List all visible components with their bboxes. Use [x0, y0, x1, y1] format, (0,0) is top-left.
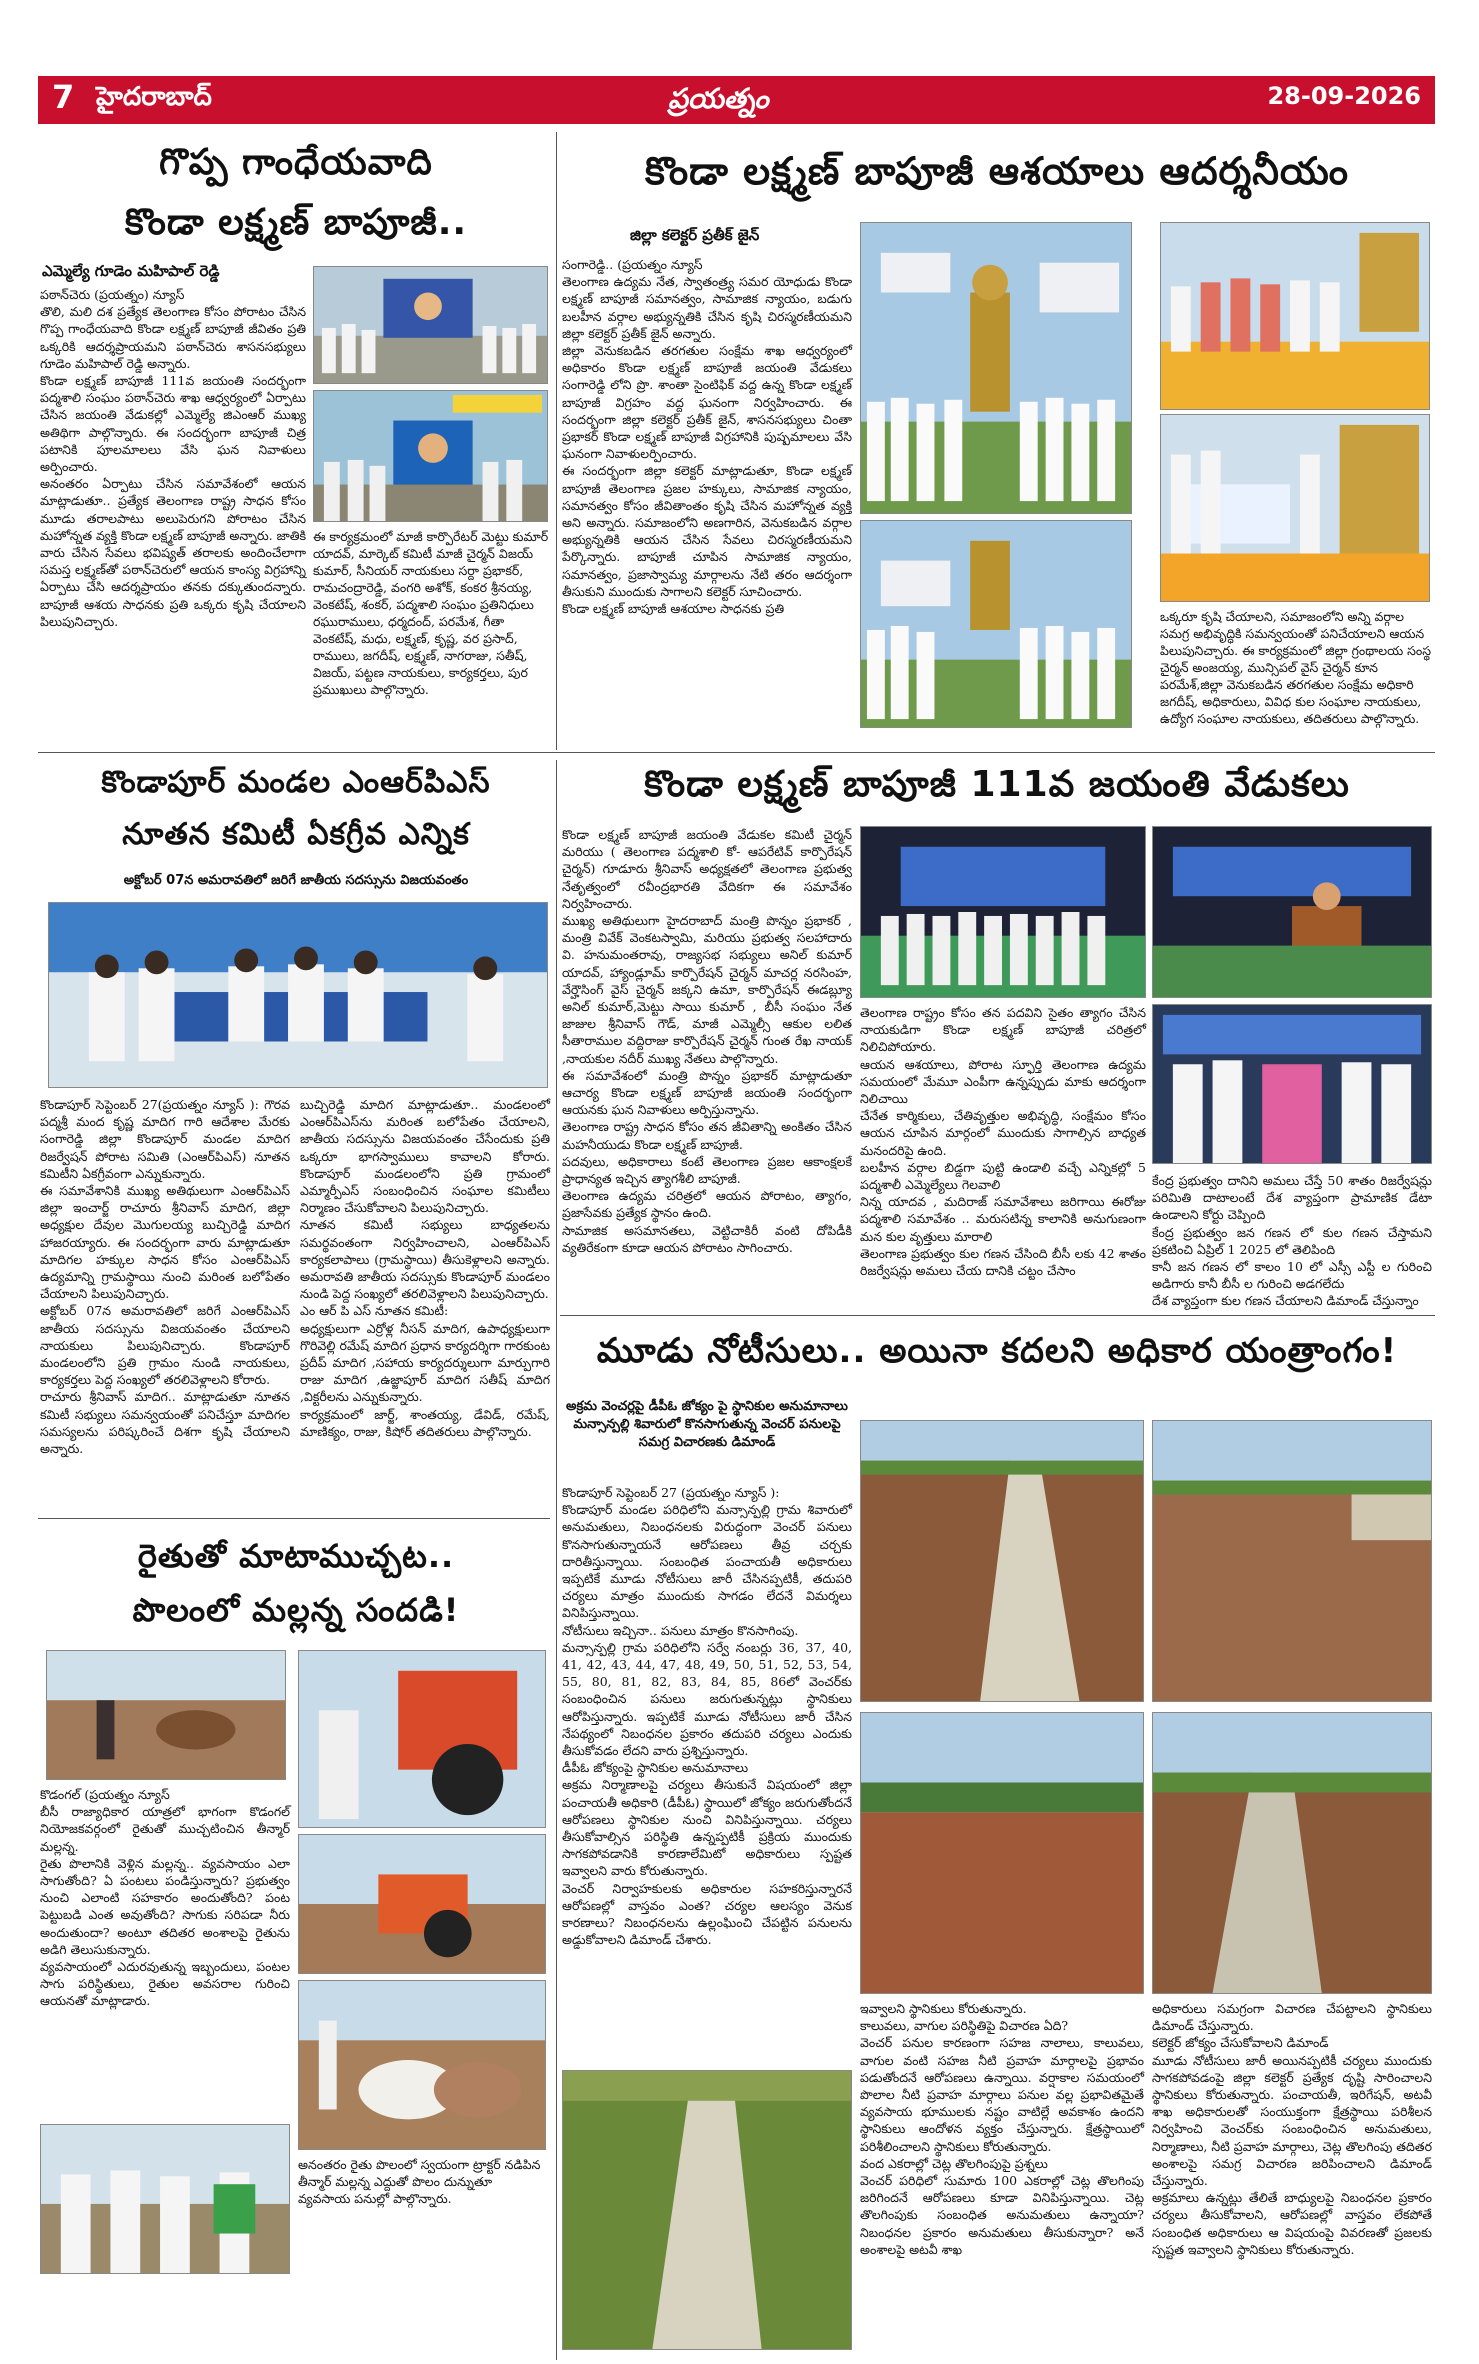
- article-body-jayanti-1: కొండా లక్ష్మణ్ బాపూజీ జయంతి వేడుకల కమిటీ చైర్మన్ మరియు ( తెలంగాణ పద్మశాలి కో- ఆపరేటివ్ కార్పొరేషన్ చైర్మన్) గూడూరు శ్రీనివాస్ అధ్యక్షతలో తెలంగాణ ప్రభుత్వ నేతృత్వంలో రవీంద్రభారతి వేదికగా ఈ సమావేశం నిర్వహించారు. ముఖ్య అతిథులుగా హైదరాబాద్ మంత్రి పొన్నం ప్రభాకర్ , మంత్రి వివేక్ వెంకటస్వామి, మరియు ప్రభుత్వ సలహాదారు వి. హనుమంతరావు, రాజ్యసభ సభ్యులు అనిల్ కుమార్ యాదవ్, హ్యాండ్లూమ్ కార్పొరేషన్ చైర్మన్ మాచర్ల నరసింహ, వేర్హౌసింగ్ వైస్ చైర్మన్ జక్కని ఉమా, కార్పొరేషన్ ఈడబ్ల్యూ అనిల్ కుమార్,మెట్టు సాయి కుమార్ , బీసీ సంఘం నేత జాజుల శ్రీనివాస్ గౌడ్, మాజీ ఎమ్మెల్సీ ఆకుల లలిత సీతారాముల వద్దిరాజు కార్పొరేషన్ చైర్మన్ గుంత రేఖ నాయక్ ,నాయకుల నదీర్ ముఖ్య నేతలు పాల్గొన్నారు. ఈ సమావేశంలో మంత్రి పొన్నం ప్రభాకర్ మాట్లాడుతూ ఆచార్య కొండా లక్ష్మణ్ బాపూజీ జయంతి సందర్భంగా ఆయనకు ఘన నివాళులు అర్పిస్తున్నాను. తెలంగాణ రాష్ట్ర సాధన కోసం తన జీవితాన్ని అంకితం చేసిన మహనీయుడు కొండా లక్ష్మణ్ బాపూజీ. పదవులు, అధికారాలు కంటే తెలంగాణ ప్రజల ఆకాంక్షలకే ప్రాధాన్యత ఇచ్చిన త్యాగశీలి బాపూజీ. తెలంగాణ ఉద్యమ చరిత్రలో ఆయన పోరాటం, త్యాగం, ప్రజాసేవకు ప్రత్యేక స్థానం ఉంది. సామాజిక అసమానతలు, వెట్టిచాకిరీ వంటి దోపిడీకి వ్యతిరేకంగా కూడా ఆయన పోరాటం సాగించారు.: [562, 827, 852, 1255]
- photo-cleared-land: [860, 1712, 1144, 1994]
- masthead: [38, 76, 1435, 124]
- city-label: హైదరాబాద్: [96, 82, 212, 112]
- article-body-adarsha: సంగారెడ్డి.. (ప్రయత్నం న్యూస్ తెలంగాణ ఉద్యమ నేత, స్వాతంత్ర్య సమర యోధుడు కొండా లక్ష్మణ్ బాపూజీ సమానత్వం, సామాజిక న్యాయం, బడుగు బలహీన వర్గాల అభ్యున్నతికి చేసిన కృషి చిరస్మరణీయమని జిల్లా కలెక్టర్ ప్రతీక్ జైన్ అన్నారు. జిల్లా వెనుకబడిన తరగతుల సంక్షేమ శాఖ ఆధ్వర్యంలో అధికారం కొండా లక్ష్మణ్ బాపూజీ జయంతి వేడుకలు సంగారెడ్డి లోని ప్రొ. శాంతా సైంటిఫిక్ వద్ద ఉన్న కొండా లక్ష్మణ్ బాపూజీ విగ్రహం వద్ద ఘనంగా నిర్వహించారు. ఈ సందర్భంగా జిల్లా కలెక్టర్ ప్రతీక్ జైన్, శాసనసభ్యులు చింతా ప్రభాకర్ కొండా లక్ష్మణ్ బాపూజీ విగ్రహానికి పుష్పమాలలు వేసి ఘనంగా నివాళులర్పించారు. ఈ సందర్భంగా జిల్లా కలెక్టర్ మాట్లాడుతూ, కొండా లక్ష్మణ్ బాపూజీ తెలంగాణ ప్రజల హక్కులు, సామాజిక న్యాయం, సమానత్వం కోసం జీవితాంతం కృషి చేసిన మహోన్నత వ్యక్తి అని అన్నారు. సమాజంలోని అణగారిన, వెనుకబడిన వర్గాల అభ్యున్నతికి ఆయన చేసిన సేవలు చిరస్మరణీయమని పేర్కొన్నారు. బాపూజీ చూపిన సామాజిక న్యాయం, సమానత్వం, ప్రజాస్వామ్య మార్గాలను నేటి తరం ఆదర్శంగా తీసుకుని ముందుకు సాగాలని కలెక్టర్ సూచించారు. కొండా లక్ష్మణ్ బాపూజీ ఆశయాల సాధనకు ప్రతి: [562, 257, 852, 617]
- article-body-farmer: కొడంగల్ (ప్రయత్నం న్యూస్ బీసీ రాజ్యాధికార యాత్రలో భాగంగా కొడంగల్ నియోజకవర్గంలో రైతుతో ముచ్చటించిన తీన్మార్ మల్లన్న. రైతు పొలానికి వెళ్లిన మల్లన్న.. వ్యవసాయం ఎలా సాగుతోంది? ఏ పంటలు పండిస్తున్నారు? ప్రభుత్వం నుంచి ఎలాంటి సహకారం అందుతోంది? పంట పెట్టుబడి ఎంత అవుతోంది? సాగుకు సరిపడా నీరు అందుతుందా? అంటూ తదితర అంశాలపై రైతును అడిగి తెలుసుకున్నారు. వ్యవసాయంలో ఎదురవుతున్న ఇబ్బందులు, పంటల సాగు పరిస్థితులు, రైతుల అవసరాల గురించి ఆయనతో మాట్లాడారు.: [40, 1787, 290, 2009]
- photo-canal-construction: [860, 1420, 1144, 1702]
- photo-gandhi-rally: [313, 266, 548, 384]
- column-divider: [556, 132, 557, 750]
- photo-site-rubble: [1152, 1420, 1432, 1702]
- mrps-subheading: అక్టోబర్ 07న అమరావతిలో జరిగే జాతీయ సదస్సును విజయవంతం: [123, 873, 469, 888]
- headline-gandhi-1: గొప్ప గాంధేయవాది: [159, 142, 433, 183]
- section-divider: [38, 752, 1435, 753]
- brand-logo: ప్రయత్నం: [668, 82, 769, 115]
- page-number: 7: [52, 78, 75, 116]
- photo-garland-ceremony: [1160, 222, 1430, 410]
- issue-date: 28-09-2026: [1267, 82, 1421, 110]
- photo-canal-long: [562, 2070, 852, 2350]
- article-body-jayanti-2: తెలంగాణ రాష్ట్రం కోసం తన పదవిని సైతం త్యాగం చేసిన నాయకుడిగా కొండా లక్ష్మణ్ బాపూజీ చరిత్రలో నిలిచిపోయారు. ఆయన ఆశయాలు, పోరాట స్ఫూర్తి తెలంగాణ ఉద్యమ సమయంలో మేమూ ఎంపీగా ఉన్నప్పుడు మాకు ఆదర్శంగా నిలిచాయి చేనేత కార్మికులు, చేతివృత్తుల అభివృద్ధి, సంక్షేమం కోసం ఆయన చూపిన మార్గంలో ముందుకు సాగాల్సిన బాధ్యత మనందరిపై ఉంది. బలహీన వర్గాల బిడ్డగా పుట్టి ఉండాలి వచ్చే ఎన్నికల్లో 5 పద్మశాలీ ఎమ్మెల్యేలు గెలవాలి నిన్న యాదవ , మదిరాజ్ సమావేశాలు జరిగాయి ఈరోజు పద్మశాలి సమావేశం .. మరుసటిన్న కాలానికి అనుగుణంగా మన కుల వృత్తులు మారాలి తెలంగాణ ప్రభుత్వం కుల గణన చేసింది బీసీ లకు 42 శాతం రిజర్వేషన్లు అమలు చేయ దానికి చట్టం చేసాం: [860, 1005, 1146, 1279]
- photo-farmer-plough: [46, 1650, 286, 1780]
- article-body-notice-3: అధికారులు సమగ్రంగా విచారణ చేపట్టాలని స్థానికులు డిమాండ్ చేస్తున్నారు. కలెక్టర్ జోక్యం చేసుకోవాలని డిమాండ్ మూడు నోటీసులు జారీ అయినప్పటికీ చర్యలు ముందుకు సాగకపోవడంపై జిల్లా కలెక్టర్ ప్రత్యేక దృష్టి సారించాలని స్థానికులు కోరుతున్నారు. పంచాయతీ, ఇరిగేషన్, అటవీ శాఖ అధికారులతో సంయుక్తంగా క్షేత్రస్థాయి పరిశీలన నిర్వహించి వెంచర్‌కు సంబంధించిన అనుమతులు, నిర్మాణాలు, నీటి ప్రవాహ మార్గాలు, చెట్ల తొలగింపు తదితర అంశాలపై సమగ్ర విచారణ జరిపించాలని డిమాండ్ చేస్తున్నారు. అక్రమాలు ఉన్నట్లు తేలితే బాధ్యులపై నిబంధనల ప్రకారం చర్యలు తీసుకోవాలని, ఆరోపణల్లో వాస్తవం లేకపోతే సంబంధిత అధికారులు ఆ విషయంపై వివరణతో ప్రజలకు స్పష్టత ఇవ్వాలని స్థానికులు కోరుతున్నారు.: [1152, 2001, 1432, 2257]
- photo-farmer-meeting: [40, 2124, 290, 2274]
- photo-statue-garland: [860, 222, 1132, 514]
- photo-mrps-meeting: [48, 902, 548, 1088]
- caption-adarsha: ఒక్కరూ కృషి చేయాలని, సమాజంలోని అన్ని వర్గాల సమగ్ర అభివృద్ధికి సమన్వయంతో పనిచేయాలని ఆయన పిలుపునిచ్చారు. ఈ కార్యక్రమంలో జిల్లా గ్రంథాలయ సంస్థ చైర్మన్ అంజయ్య, మున్సిపల్ వైస్ చైర్మన్ కూన పరమేశ్,జిల్లా వెనుకబడిన తరగతుల సంక్షేమ అధికారి జగదీష్, అధికారులు, వివిధ కుల సంఘాల నాయకులు, ఉద్యోగ సంఘాల నాయకులు, తదితరులు పాల్గొన్నారు.: [1160, 609, 1436, 726]
- article-body-notice-2: ఇవ్వాలని స్థానికులు కోరుతున్నారు. కాలువలు, వాగుల పరిస్థితిపై విచారణ ఏది? వెంచర్ పనుల కారణంగా సహజ నాలాలు, కాలువలు, వాగుల వంటి సహజ నీటి ప్రవాహ మార్గాలపై ప్రభావం పడుతోందనే ఆరోపణలు ఉన్నాయి. వర్షాకాల సమయంలో పొలాల నీటి ప్రవాహ మార్గాలు పనుల వల్ల ప్రభావితమైతే వ్యవసాయ భూములకు నష్టం వాటిల్లే అవకాశం ఉందని స్థానికులు ఆందోళన వ్యక్తం చేస్తున్నారు. క్షేత్రస్థాయిలో పరిశీలించాలని స్థానికులు కోరుతున్నారు. వంద ఎకరాల్లో చెట్ల తొలగింపుపై ప్రశ్నలు వెంచర్ పరిధిలో సుమారు 100 ఎకరాల్లో చెట్ల తొలగింపు జరిగిందనే ఆరోపణలు కూడా వినిపిస్తున్నాయి. చెట్ల తొలగింపుకు సంబంధిత అనుమతులు ఉన్నాయా? నిబంధనల ప్రకారం అనుమతులు తీసుకున్నారా? అనే అంశాలపై అటవీ శాఖ: [860, 2001, 1144, 2257]
- notice-subheading: అక్రమ వెంచర్లపై డీపీఓ జోక్యం పై స్థానికుల అనుమానాలు మన్సాన్పల్లి శివారులో కొనసాగుతున్న వెంచర్ పనులపై సమగ్ర విచారణకు డిమాండ్: [566, 1399, 848, 1450]
- headline-adarsha: కొండా లక్ష్మణ్ బాపూజీ ఆశయాలు ఆదర్శనీయం: [644, 149, 1350, 193]
- article-body-mrps-1: కొండాపూర్ సెప్టెంబర్ 27(ప్రయత్నం న్యూస్ ): గౌరవ పద్మశ్రీ మంద కృష్ణ మాదిగ గారి ఆదేశాల మేరకు సంగారెడ్డి జిల్లా కొండాపూర్ మండల మాదిగ రిజర్వేషన్ పోరాట సమితి (ఎంఆర్‌పిఎస్) నూతన కమిటీని ఏకగ్రీవంగా ఎన్నుకున్నారు. ఈ సమావేశానికి ముఖ్య అతిథులుగా ఎంఆర్‌పిఎస్ జిల్లా ఇంచార్జ్ రాచూరు శ్రీనివాస్ మాదిగ, జిల్లా అధ్యక్షుల దేవుల మొగులయ్య బుచ్చిరెడ్డి మాదిగ హాజరయ్యారు. ఈ సందర్భంగా వారు మాట్లాడుతూ మాదిగల హక్కుల సాధన కోసం ఎంఆర్‌పిఎస్ ఉద్యమాన్ని గ్రామస్థాయి నుంచి మరింత బలోపేతం చేయాలని పిలుపునిచ్చారు. అక్టోబర్ 07న అమరావతిలో జరిగే ఎంఆర్‌పిఎస్ జాతీయ సదస్సును విజయవంతం చేయాలని నాయకులు పిలుపునిచ్చారు. కొండాపూర్ మండలంలోని ప్రతి గ్రామం నుండి నాయకులు, కార్యకర్తలు పెద్ద సంఖ్యలో తరలివెళ్లాలని కోరారు. రాచూరు శ్రీనివాస్ మాదిగ.. మాట్లాడుతూ నూతన కమిటీ సభ్యులు సమన్వయంతో పనిచేస్తూ మాదిగల సమస్యలను పరిష్కరించే దిశగా కృషి చేయాలని అన్నారు.: [40, 1097, 290, 1457]
- headline-farmer-2: పొలంలో మల్లన్న సందడి!: [132, 1591, 460, 1629]
- photo-gandhi-portrait: [313, 390, 548, 522]
- photo-tractor-field: [298, 1834, 546, 1974]
- headline-mrps-1: కొండాపూర్ మండల ఎంఆర్‌పిఎస్: [101, 765, 491, 800]
- photo-jayanti-stage: [860, 826, 1146, 998]
- headline-notice: మూడు నోటీసులు.. అయినా కదలని అధికార యంత్రాంగం!: [596, 1331, 1398, 1371]
- photo-bull-plough: [298, 1980, 546, 2150]
- photo-farmer-tractor: [298, 1650, 546, 1828]
- section-divider: [560, 1315, 1435, 1316]
- photo-jayanti-felicitation: [1152, 1004, 1432, 1164]
- caption-farmer: అనంతరం రైతు పొలంలో స్వయంగా ట్రాక్టర్ నడిపిన తీన్మార్ మల్లన్న ఎద్దుతో పొలం దున్నుతూ వ్యవసాయ పనుల్లో పాల్గొన్నారు.: [298, 2157, 545, 2206]
- article-body-notice-1: కొండాపూర్ సెప్టెంబర్ 27 (ప్రయత్నం న్యూస్ ): కొండాపూర్ మండల పరిధిలోని మన్సాన్పల్లి గ్రామ శివారులో అనుమతులు, నిబంధనలకు విరుద్ధంగా వెంచర్ పనులు కొనసాగుతున్నాయనే ఆరోపణలు తీవ్ర చర్చకు దారితీస్తున్నాయి. సంబంధిత పంచాయతీ అధికారులు ఇప్పటికే మూడు నోటీసులు జారీ చేసినప్పటికీ, తదుపరి చర్యలు మాత్రం ముందుకు సాగడం లేదనే విమర్శలు వినిపిస్తున్నాయి. నోటీసులు ఇచ్చినా.. పనులు మాత్రం కొనసాగింపు. మన్సాన్పల్లి గ్రామ పరిధిలోని సర్వే నంబర్లు 36, 37, 40, 41, 42, 43, 44, 47, 48, 49, 50, 51, 52, 53, 54, 55, 80, 81, 82, 83, 84, 85, 86లో వెంచర్‌కు సంబంధించిన పనులు జరుగుతున్నట్లు స్థానికులు ఆరోపిస్తున్నారు. ఇప్పటికే మూడు నోటీసులు జారీ చేసిన నేపథ్యంలో నిబంధనల ప్రకారం తదుపరి చర్యలు ఎందుకు తీసుకోవడం లేదని వారు ప్రశ్నిస్తున్నారు. డీపీఓ జోక్యంపై స్థానికుల అనుమానాలు అక్రమ నిర్మాణాలపై చర్యలు తీసుకునే విషయంలో జిల్లా పంచాయతీ అధికారి (డీపీఓ) స్థాయిలో జోక్యం జరుగుతోందనే ఆరోపణలు స్థానికుల నుంచి వినిపిస్తున్నాయి. చర్యలు తీసుకోవాల్సిన పరిస్థితి ఉన్నప్పటికీ ప్రక్రియ ముందుకు సాగకపోవడానికి కారణాలేమిటో అధికారులు స్పష్టత ఇవ్వాలని వారు కోరుతున్నారు. వెంచర్ నిర్వాహకులకు అధికారుల సహకరిస్తున్నారనే ఆరోపణల్లో వాస్తవం ఎంత? చర్యల ఆలస్యం వెనుక కారణాలు? నిబంధనలను ఉల్లంఘించి చేపట్టిన పనులను అడ్డుకోవాలని డిమాండ్ చేశారు.: [562, 1485, 852, 1948]
- headline-mrps-2: నూతన కమిటీ ఏకగ్రీవ ఎన్నిక: [122, 817, 470, 852]
- byline-adarsha: జిల్లా కలెక్టర్ ప్రతీక్ జైన్: [630, 226, 760, 244]
- byline-gandhi: ఎమ్మెల్యే గూడెం మహిపాల్ రెడ్డి: [42, 262, 220, 280]
- article-body-jayanti-3: కేంద్ర ప్రభుత్వం దానిని అమలు చేస్తే 50 శాతం రిజర్వేషన్లు పరిమితి దాటాలంటే దేశ వ్యాప్తంగా ప్రామాణిక డేటా ఉండాలని కోర్టు చెప్పింది కేంద్ర ప్రభుత్వం జన గణన లో కుల గణన చేస్తామని ప్రకటించి ఏప్రిల్ 1 2025 లో తెలిపింది కానీ జన గణన లో కాలం 10 లో ఎస్సీ ఎస్టీ ల గురించి అడిగారు కానీ బీసీ ల గురించి అడగలేదు దేశ వ్యాప్తంగా కుల గణన చేయాలని డిమాండ్ చేస్తున్నాం: [1152, 1173, 1432, 1309]
- headline-jayanti: కొండా లక్ష్మణ్ బాపూజీ 111వ జయంతి వేడుకలు: [644, 764, 1350, 805]
- headline-gandhi-2: కొండా లక్ష్మణ్ బాపూజీ..: [124, 202, 468, 243]
- photo-jayanti-speech: [1152, 826, 1432, 998]
- caption-gandhi: ఈ కార్యక్రమంలో మాజీ కార్పొరేటర్ మెట్టు కుమార్ యాదవ్, మార్కెట్ కమిటీ మాజీ చైర్మన్ విజయ్ కుమార్, సీనియర్ నాయకులు సర్దా ప్రభాకర్, రామచంద్రారెడ్డి, వంగరి అశోక్, కంకర శ్రీనయ్య, వెంకటేష్, శంకర్, పద్మశాలి సంఘం ప్రతినిధులు రఘురాములు, ధర్మదంద్, పరమేశ, గీతా వెంకటేష్, మధు, లక్ష్మణ్, కృష్ణ, వర ప్రసాద్, రాములు, జగదీష్, లక్ష్మణ్, నాగరాజు, సతీష్, విజయ్, పట్టణ నాయకులు, కార్యకర్తలు, పుర ప్రముఖులు పాల్గొన్నారు.: [313, 529, 553, 697]
- photo-drain-stones: [1152, 1712, 1432, 1994]
- headline-farmer-1: రైతుతో మాటాముచ్చట..: [137, 1537, 455, 1575]
- section-divider: [38, 1518, 550, 1519]
- article-body-gandhi: పఠాన్‌చెరు (ప్రయత్నం) న్యూస్ తొలి, మలి దశ ప్రత్యేక తెలంగాణ కోసం పోరాటం చేసిన గొప్ప గాంధేయవాది కొండా లక్ష్మణ్ బాపూజీ జీవితం ప్రతి ఒక్కరికి ఆదర్శప్రాయమని పఠాన్‌చెరు శాసనసభ్యులు గూడెం మహిపాల్ రెడ్డి అన్నారు. కొండా లక్ష్మణ్ బాపూజీ 111వ జయంతి సందర్భంగా పద్మశాలి సంఘం పఠాన్‌చెరు శాఖ ఆధ్వర్యంలో ఏర్పాటు చేసిన జయంతి వేడుకల్లో ఎమ్మెల్యే జిఎంఆర్ ముఖ్య అతిథిగా పాల్గొన్నారు. ఈ సందర్భంగా బాపూజీ చిత్ర పటానికి పూలమాలలు వేసి ఘన నివాళులు అర్పించారు. అనంతరం ఏర్పాటు చేసిన సమావేశంలో ఆయన మాట్లాడుతూ.. ప్రత్యేక తెలంగాణ రాష్ట్ర సాధన కోసం మూడు తరాలపాటు అలుపెరుగని పోరాటం చేసిన మహోన్నత వ్యక్తి కొండా లక్ష్మణ్ బాపూజీ అన్నారు. జాతికి వారు చేసిన సేవలు భవిష్యత్ తరాలకు అందించేలాగా సమస్త లక్ష్మణ్‌తో పఠాన్‌చెరులో ఆయన కాంస్య విగ్రహాన్ని ఏర్పాటు చేసి ఆదర్శప్రాయం తనకు దక్కుతుందన్నారు. బాపూజీ ఆశయ సాధనకు ప్రతి ఒక్కరు కృషి చేయాలని పిలుపునిచ్చారు.: [40, 287, 306, 629]
- article-body-mrps-2: బుచ్చిరెడ్డి మాదిగ మాట్లాడుతూ.. మండలంలో ఎంఆర్‌పిఎస్‌ను మరింత బలోపేతం చేయాలని, జాతీయ సదస్సును విజయవంతం చేసేందుకు ప్రతి ఒక్కరూ భాగస్వాములు కావాలని కోరారు. కొండాపూర్ మండలంలోని ప్రతి గ్రామంలో ఎమ్మార్పీఎస్ సంబంధించిన సంఘాల కమిటీలు నిర్మాణం చేసుకోవాలని పిలుపునిచ్చారు. నూతన కమిటీ సభ్యులు బాధ్యతలను సమర్థవంతంగా నిర్వహించాలని, ఎంఆర్‌పిఎస్ కార్యకలాపాలు (గ్రామస్థాయి) తీసుకెళ్లాలని అన్నారు. అమరావతి జాతీయ సదస్సుకు కొండాపూర్ మండలం నుండి పెద్ద సంఖ్యలో తరలివెళ్లాలని పిలుపునిచ్చారు. ఎం ఆర్ పి ఎస్ నూతన కమిటీ: అధ్యక్షులుగా ఎర్రోళ్ల నీసన్ మాదిగ, ఉపాధ్యక్షులుగా గొరివెల్లి రమేష్ మాదిగ ప్రధాన కార్యదర్శిగా గారకుంట ప్రదీప్ మాదిగ ,సహాయ కార్యదర్శులుగా మార్పుగారి రాజు మాదిగ ,ఉజ్జాపూర్ మాదిగ సతీష్ మాదిగ ,విక్టరీ‌లను ఎన్నుకున్నారు. కార్యక్రమంలో జార్జ్, శాంతయ్య, డేవిడ్, రమేష్, మాణిక్యం, రాజు, కిషోర్ తదితరులు పాల్గొన్నారు.: [300, 1097, 550, 1439]
- photo-group-banner: [1160, 414, 1430, 602]
- photo-group-statue: [860, 520, 1132, 728]
- column-divider: [556, 760, 557, 2360]
